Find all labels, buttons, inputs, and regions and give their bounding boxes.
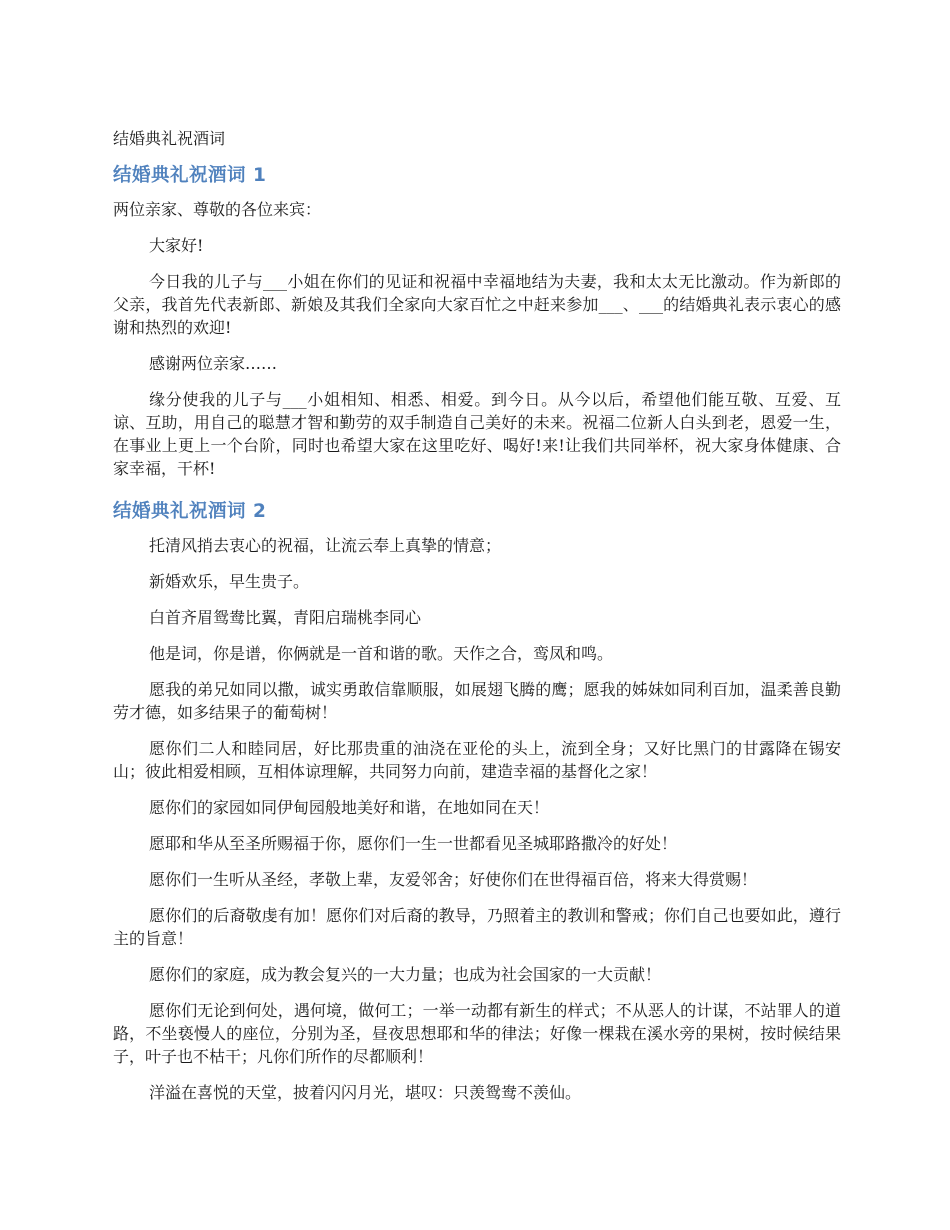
paragraph: 缘分使我的儿子与___小姐相知、相悉、相爱。到今日。从今以后，希望他们能互敬、互爱、互谅、互助，用自己的聪慧才智和勤劳的双手制造自己美好的未来。祝福二位新人白头到老，恩爱一生，在事业上更上一个台阶，同时也希望大家在这里吃好、喝好!来!让我们共同举杯，祝大家身体健康、合家幸福，干杯! <box>113 390 841 478</box>
paragraph: 感谢两位亲家…… <box>149 354 278 373</box>
paragraph: 今日我的儿子与___小姐在你们的见证和祝福中幸福地结为夫妻，我和太太无比激动。作为新郎的父亲，我首先代表新郎、新娘及其我们全家向大家百忙之中赶来参加___、___的结婚典礼表示衷心的感谢和热烈的欢迎! <box>113 272 841 337</box>
paragraph: 愿你们的后裔敬虔有加！愿你们对后裔的教导，乃照着主的教训和警戒；你们自己也要如此，遵行主的旨意！ <box>113 906 841 948</box>
paragraph: 托清风捎去衷心的祝福，让流云奉上真挚的情意； <box>149 536 502 555</box>
section-2 <box>113 500 841 1104</box>
paragraph: 愿你们无论到何处，遇何境，做何工；一举一动都有新生的样式；不从恶人的计谋，不站罪人的道路，不坐亵慢人的座位，分别为圣，昼夜思想耶和华的律法；好像一棵栽在溪水旁的果树，按时候结果子，叶子也不枯干；凡你们所作的尽都顺利！ <box>113 1001 841 1066</box>
paragraph: 两位亲家、尊敬的各位来宾： <box>113 200 322 219</box>
paragraph: 新婚欢乐，早生贵子。 <box>149 572 310 591</box>
paragraph: 大家好! <box>149 236 204 255</box>
paragraph: 愿你们的家园如同伊甸园般地美好和谐，在地如同在天！ <box>149 798 550 817</box>
document-page <box>113 128 841 1117</box>
paragraph: 白首齐眉鸳鸯比翼，青阳启瑞桃李同心 <box>149 608 422 627</box>
paragraph: 愿耶和华从至圣所赐福于你，愿你们一生一世都看见圣城耶路撒冷的好处！ <box>149 834 678 853</box>
document-title: 结婚典礼祝酒词 <box>113 129 226 148</box>
section-heading: 结婚典礼祝酒词 2 <box>113 501 267 522</box>
section-heading: 结婚典礼祝酒词 1 <box>113 165 267 186</box>
section-1 <box>113 164 841 480</box>
paragraph: 愿你们二人和睦同居，好比那贵重的油浇在亚伦的头上，流到全身；又好比黑门的甘露降在锡安山；彼此相爱相顾，互相体谅理解，共同努力向前，建造幸福的基督化之家！ <box>113 739 841 781</box>
paragraph: 愿你们的家庭，成为教会复兴的一大力量；也成为社会国家的一大贡献！ <box>149 965 662 984</box>
paragraph: 愿你们一生听从圣经，孝敬上辈，友爱邻舍；好使你们在世得福百倍，将来大得赏赐！ <box>149 870 758 889</box>
paragraph: 愿我的弟兄如同以撒，诚实勇敢信靠顺服，如展翅飞腾的鹰；愿我的姊妹如同利百加，温柔善良勤劳才德，如多结果子的葡萄树！ <box>113 680 841 722</box>
paragraph: 洋溢在喜悦的天堂，披着闪闪月光，堪叹：只羡鸳鸯不羡仙。 <box>149 1083 582 1102</box>
paragraph: 他是词，你是谱，你俩就是一首和谐的歌。天作之合，鸾凤和鸣。 <box>149 644 614 663</box>
